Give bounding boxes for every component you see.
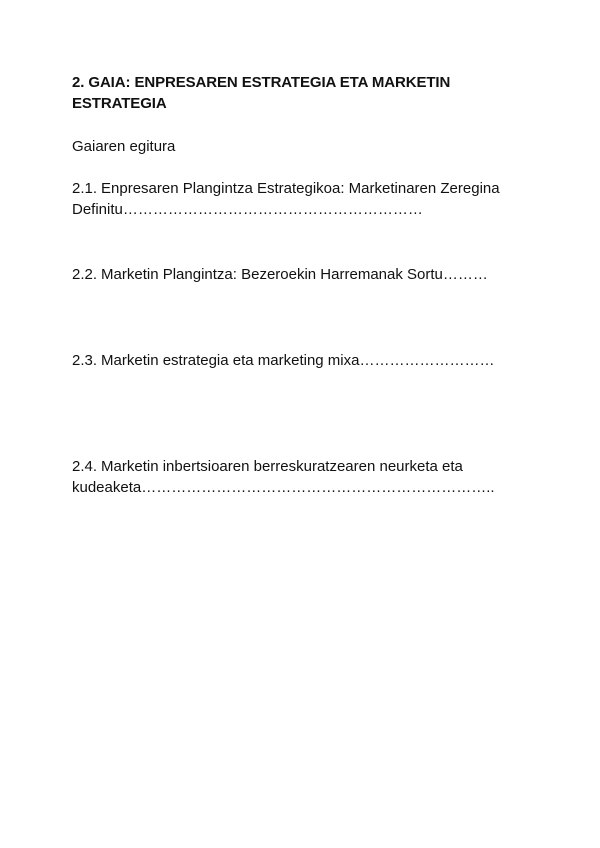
toc-entry-number: 2.1. bbox=[72, 180, 98, 197]
toc-entry-number: 2.4. bbox=[72, 458, 98, 475]
section-subtitle: Gaiaren egitura bbox=[72, 138, 176, 155]
toc-entry-leader: …………………………………………………… bbox=[122, 201, 423, 218]
toc-entry bbox=[72, 178, 532, 220]
toc-entry-text: Marketin inbertsioaren berreskuratzearen neurketa eta kudeaketa bbox=[72, 458, 463, 496]
toc-entry bbox=[72, 350, 532, 371]
toc-entry bbox=[72, 264, 532, 285]
toc-entry-leader: …………………………………………………………….. bbox=[141, 479, 495, 496]
toc-entry-number: 2.2. bbox=[72, 266, 98, 283]
toc-entry bbox=[72, 456, 532, 498]
toc-entry-leader: ……………………… bbox=[359, 352, 495, 369]
toc-entry-text: Marketin estrategia eta marketing mixa bbox=[101, 352, 360, 369]
toc-entry-leader: ……… bbox=[442, 266, 488, 283]
toc-entry-text: Marketin Plangintza: Bezeroekin Harremanak Sortu bbox=[101, 266, 443, 283]
toc-entry-number: 2.3. bbox=[72, 352, 98, 369]
toc-entry-text: Enpresaren Plangintza Estrategikoa: Marketinaren Zeregina Definitu bbox=[72, 180, 500, 218]
document-title: 2. GAIA: ENPRESAREN ESTRATEGIA ETA MARKETIN ESTRATEGIA bbox=[72, 74, 451, 112]
